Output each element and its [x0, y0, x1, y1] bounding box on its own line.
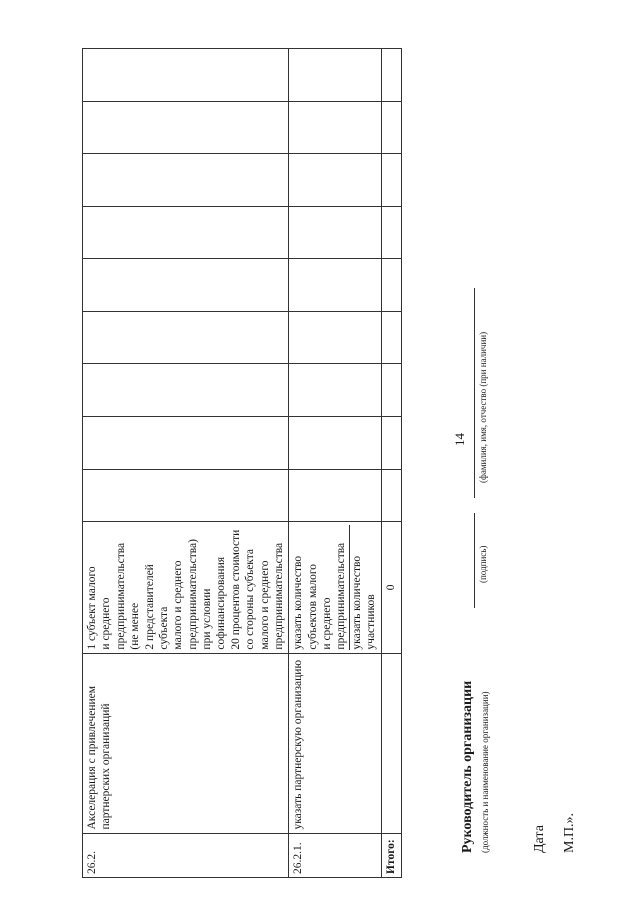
empty-cell — [289, 364, 381, 417]
requirement-line: предпринимательства — [272, 542, 285, 650]
empty-cell — [289, 417, 381, 470]
empty-cell — [289, 469, 381, 522]
signature-title: Руководитель организации — [460, 680, 475, 853]
signature-line — [474, 513, 475, 608]
requirement-line: при условии — [201, 588, 213, 650]
row-name: указать партнерскую организацию — [289, 653, 381, 833]
signature-subtitle: (должность и наименование организации) — [480, 691, 490, 853]
empty-cell — [381, 469, 401, 522]
page-number: 14 — [452, 433, 467, 446]
report-table — [82, 48, 402, 878]
empty-cell — [289, 154, 381, 207]
table-row-total — [381, 49, 401, 878]
date-label: Дата — [532, 825, 547, 853]
rotated-page-content — [32, 18, 592, 878]
empty-cell — [83, 259, 289, 312]
empty-cell — [381, 206, 401, 259]
empty-cell — [83, 364, 289, 417]
row-number: 26.2. — [83, 833, 289, 877]
empty-cell — [83, 154, 289, 207]
requirement-line: и среднего — [100, 597, 113, 650]
requirement-line: малого и среднего — [258, 560, 271, 650]
total-value: 0 — [381, 522, 401, 653]
requirement-line: и среднего — [321, 597, 333, 650]
empty-cell — [83, 49, 289, 102]
requirement-line: субъектов малого — [306, 563, 319, 650]
empty-cell — [289, 49, 381, 102]
requirement-line: указать количество — [349, 525, 364, 649]
requirement-line: предпринимательства) — [186, 539, 199, 650]
empty-cell — [381, 101, 401, 154]
empty-cell — [83, 417, 289, 470]
requirement-line: со стороны субъекта — [244, 548, 257, 650]
empty-cell — [381, 417, 401, 470]
stamp-label: М.П.». — [562, 812, 577, 853]
requirement-line: 2 представителей субъекта — [143, 564, 170, 650]
name-line — [474, 288, 475, 498]
requirement-line: указать количество — [292, 555, 305, 650]
row-requirement — [83, 522, 289, 653]
requirement-line: предпринимательства — [114, 542, 127, 650]
row-requirement — [289, 522, 381, 653]
empty-cell — [381, 364, 401, 417]
total-label: Итого: — [381, 833, 401, 877]
row-name: Акселерация с привлечением партнерских организаций — [83, 653, 289, 833]
requirement-line: участников — [365, 594, 378, 650]
empty-cell — [83, 469, 289, 522]
requirement-line: софинансирования — [215, 556, 228, 650]
empty-cell — [381, 154, 401, 207]
empty-cell — [289, 311, 381, 364]
name-caption: (фамилия, имя, отчество (при наличии) — [478, 331, 488, 483]
signature-caption: (подпись) — [478, 545, 488, 583]
empty-cell — [289, 259, 381, 312]
empty-cell — [381, 49, 401, 102]
row-number: 26.2.1. — [289, 833, 381, 877]
empty-cell — [83, 206, 289, 259]
requirement-line: малого и среднего — [172, 560, 185, 650]
table-row — [289, 49, 381, 878]
empty-cell — [83, 311, 289, 364]
empty-cell — [83, 101, 289, 154]
signature-block — [442, 18, 592, 878]
requirement-line: 1 субъект малого — [86, 566, 98, 650]
empty-cell — [381, 311, 401, 364]
requirement-line: 20 процентов стоимости — [229, 529, 242, 650]
empty-cell — [289, 101, 381, 154]
requirement-line: предпринимательства — [335, 542, 348, 650]
requirement-line: (не менее — [129, 602, 142, 650]
empty-cell — [381, 653, 401, 833]
empty-cell — [289, 206, 381, 259]
empty-cell — [381, 259, 401, 312]
table-row — [83, 49, 289, 878]
